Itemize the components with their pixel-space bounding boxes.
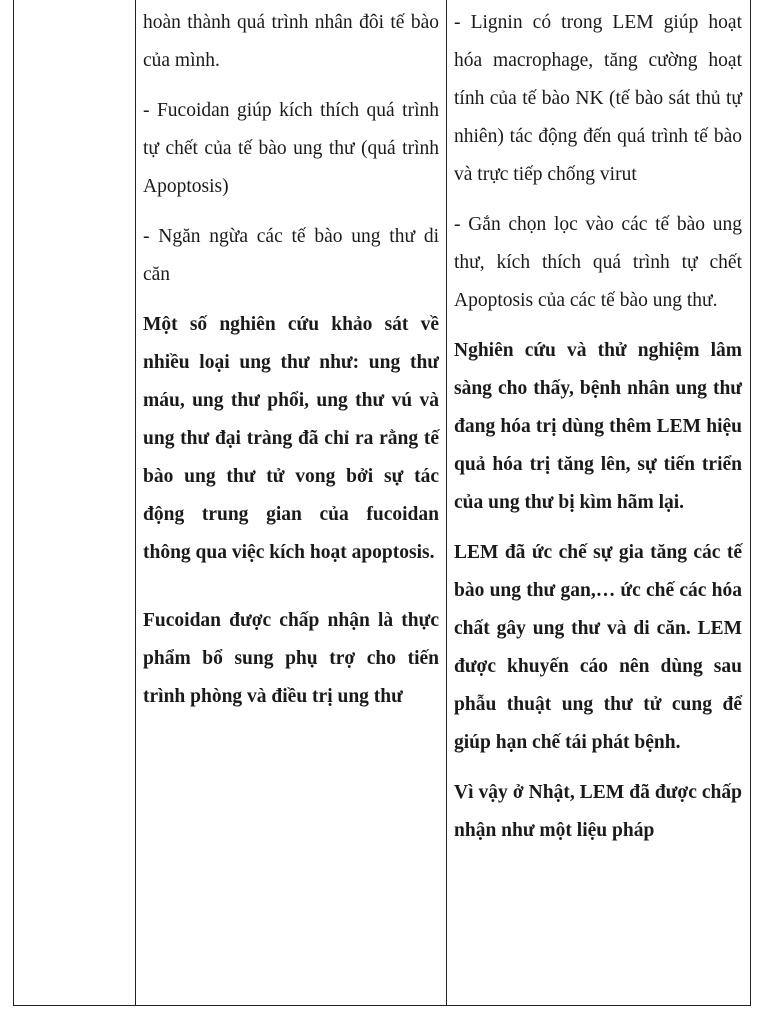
right-para-1: - Lignin có trong LEM giúp hoạt hóa macrophage, tăng cường hoạt tính của tế bào NK (tế bào sát thủ tự nhiên) tác động đến quá trình tế bào và trực tiếp chống virut (454, 12, 742, 185)
column-divider-2 (446, 0, 447, 1005)
middle-para-3: - Ngăn ngừa các tế bào ung thư di căn (143, 226, 439, 285)
column-divider-1 (135, 0, 136, 1005)
middle-para-4: Một số nghiên cứu khảo sát về nhiều loại ung thư như: ung thư máu, ung thư phổi, ung thư vú và ung thư đại tràng đã chỉ ra rằng tế bào ung thư tử vong bởi sự tác động trung gian của fucoidan thông qua việc kích hoạt apoptosis. (143, 314, 439, 563)
middle-para-1: hoàn thành quá trình nhân đôi tế bào của mình. (143, 12, 439, 71)
right-column (454, 4, 742, 862)
middle-para-5: Fucoidan được chấp nhận là thực phẩm bổ sung phụ trợ cho tiến trình phòng và điều trị ung thư (143, 610, 439, 707)
middle-column (143, 4, 439, 728)
middle-para-2: - Fucoidan giúp kích thích quá trình tự chết của tế bào ung thư (quá trình Apoptosis) (143, 100, 439, 197)
right-para-5: Vì vậy ở Nhật, LEM đã được chấp nhận như một liệu pháp (454, 782, 742, 841)
right-para-2: - Gắn chọn lọc vào các tế bào ung thư, kích thích quá trình tự chết Apoptosis của các tế bào ung thư. (454, 214, 742, 311)
right-para-3: Nghiên cứu và thử nghiệm lâm sàng cho thấy, bệnh nhân ung thư đang hóa trị dùng thêm LEM hiệu quả hóa trị tăng lên, sự tiến triển của ung thư bị kìm hãm lại. (454, 340, 742, 513)
right-para-4: LEM đã ức chế sự gia tăng các tế bào ung thư gan,… ức chế các hóa chất gây ung thư và di căn. LEM được khuyến cáo nên dùng sau phẫu thuật ung thư tử cung để giúp hạn chế tái phát bệnh. (454, 542, 742, 753)
